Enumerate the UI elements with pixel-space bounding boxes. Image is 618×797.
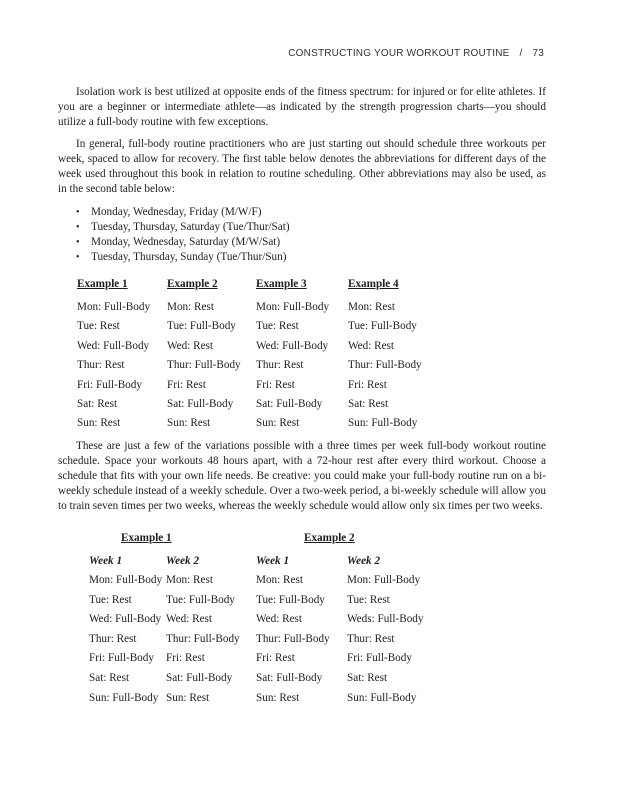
- table-header: Example 3: [256, 278, 307, 290]
- table-header: Example 2: [304, 532, 355, 544]
- table-cell: Wed: Full-Body: [89, 613, 162, 626]
- table-cell: Mon: Rest: [167, 301, 214, 313]
- table-cell: Mon: Rest: [256, 574, 303, 586]
- table-cell: Thur: Full-Body: [348, 359, 422, 372]
- running-header: [288, 48, 544, 59]
- table-cell: Sun: Full-Body: [89, 691, 159, 704]
- table-header: Example 1: [121, 532, 172, 544]
- table-header: Example 4: [348, 278, 399, 290]
- table-cell: Fri: Rest: [166, 652, 205, 665]
- table-cell: Wed: Full-Body: [77, 339, 150, 352]
- table-cell: Sat: Rest: [347, 672, 388, 684]
- table-cell: Tue: Rest: [77, 320, 120, 333]
- table-cell: Sat: Full-Body: [256, 398, 323, 410]
- table-cell: Tue: Full-Body: [256, 593, 325, 606]
- week-label: Week 2: [347, 555, 381, 567]
- list-item: • Tuesday, Thursday, Saturday (Tue/Thur/Sat): [58, 220, 290, 235]
- table-cell: Tue: Rest: [89, 593, 132, 606]
- table-cell: Mon: Full-Body: [89, 574, 163, 586]
- table-cell: Thur: Rest: [77, 359, 125, 372]
- table-cell: Fri: Full-Body: [347, 652, 412, 665]
- table-cell: Thur: Rest: [89, 632, 137, 645]
- table-cell: Tue: Rest: [256, 320, 299, 333]
- table-cell: Mon: Full-Body: [77, 301, 151, 313]
- table-cell: Sun: Rest: [167, 417, 211, 430]
- table-cell: Thur: Rest: [347, 632, 395, 645]
- table-cell: Sat: Rest: [77, 398, 118, 410]
- table-cell: Sun: Rest: [256, 691, 300, 704]
- table-cell: Tue: Rest: [347, 593, 390, 606]
- paragraph-text: Isolation work is best utilized at opposite ends of the fitness spectrum: for injured or for elite athletes. If you are a beginner or intermediate athlete—as indicated by the strength progression charts—you should utilize a full-body routine with few exceptions.: [58, 86, 546, 128]
- table-cell: Thur: Full-Body: [167, 359, 241, 372]
- paragraph-text: In general, full-body routine practitioners who are just starting out should schedule three workouts per week, spaced to allow for recovery. The first table below denotes the abbreviations for different days of the week used throughout this book in relation to routine scheduling. Other abbreviations may also be used, as in the second table below:: [58, 138, 546, 195]
- table-cell: Fri: Rest: [256, 652, 295, 665]
- table-cell: Mon: Full-Body: [347, 574, 421, 586]
- table-cell: Sun: Rest: [77, 417, 121, 430]
- paragraph-schedule: [58, 137, 546, 197]
- table-cell: Tue: Full-Body: [167, 320, 236, 333]
- table-cell: Fri: Full-Body: [77, 378, 142, 391]
- paragraph-text: These are just a few of the variations possible with a three times per week full-body workout routine schedule. Space your workouts 48 hours apart, with a 72-hour rest after every third workout. Choose a schedule that fits with your own life needs. Be creative: you could make your full-body routine run on a bi-weekly schedule instead of a weekly schedule. Over a two-week period, a bi-weekly schedule will allow you to train seven times per two weeks, whereas the weekly schedule would allow only six times per two weeks.: [58, 440, 546, 512]
- table-cell: Thur: Rest: [256, 359, 304, 372]
- week-label: Week 2: [166, 555, 200, 567]
- paragraph-isolation: [58, 85, 546, 130]
- table-cell: Sun: Full-Body: [347, 691, 417, 704]
- header-separator: /: [519, 48, 523, 59]
- table-header: Example 1: [77, 278, 128, 290]
- table-cell: Tue: Full-Body: [348, 320, 417, 333]
- table-cell: Thur: Full-Body: [166, 632, 240, 645]
- table-cell: Sun: Rest: [256, 417, 300, 430]
- page-number: 73: [532, 48, 544, 59]
- table-cell: Mon: Full-Body: [256, 301, 330, 313]
- paragraph-variations: [58, 439, 546, 514]
- running-title: CONSTRUCTING YOUR WORKOUT ROUTINE: [288, 48, 510, 59]
- list-item: • Monday, Wednesday, Saturday (M/W/Sat): [58, 235, 290, 250]
- table-cell: Tue: Full-Body: [166, 593, 235, 606]
- table-cell: Weds: Full-Body: [347, 613, 424, 626]
- table-cell: Fri: Rest: [256, 378, 295, 391]
- table-cell: Sun: Rest: [166, 691, 210, 704]
- table-cell: Fri: Full-Body: [89, 652, 154, 665]
- table-cell: Sat: Rest: [89, 672, 130, 684]
- table-cell: Wed: Full-Body: [256, 339, 329, 352]
- table-header: Example 2: [167, 278, 218, 290]
- table-cell: Thur: Full-Body: [256, 632, 330, 645]
- week-label: Week 1: [256, 555, 290, 567]
- week-label: Week 1: [89, 555, 123, 567]
- table-cell: Mon: Rest: [348, 301, 395, 313]
- table-cell: Wed: Rest: [256, 613, 303, 626]
- table-cell: Sun: Full-Body: [348, 417, 418, 430]
- table-cell: Sat: Full-Body: [166, 672, 233, 684]
- table-cell: Fri: Rest: [348, 378, 387, 391]
- table-cell: Mon: Rest: [166, 574, 213, 586]
- table-cell: Fri: Rest: [167, 378, 206, 391]
- table-cell: Wed: Rest: [167, 339, 214, 352]
- table-cell: Wed: Rest: [348, 339, 395, 352]
- list-item: • Tuesday, Thursday, Sunday (Tue/Thur/Sun): [58, 250, 290, 265]
- table-cell: Sat: Full-Body: [167, 398, 234, 410]
- table-cell: Sat: Rest: [348, 398, 389, 410]
- list-item: • Monday, Wednesday, Friday (M/W/F): [58, 205, 290, 220]
- table-cell: Wed: Rest: [166, 613, 213, 626]
- table-cell: Sat: Full-Body: [256, 672, 323, 684]
- abbreviation-list: [58, 205, 290, 265]
